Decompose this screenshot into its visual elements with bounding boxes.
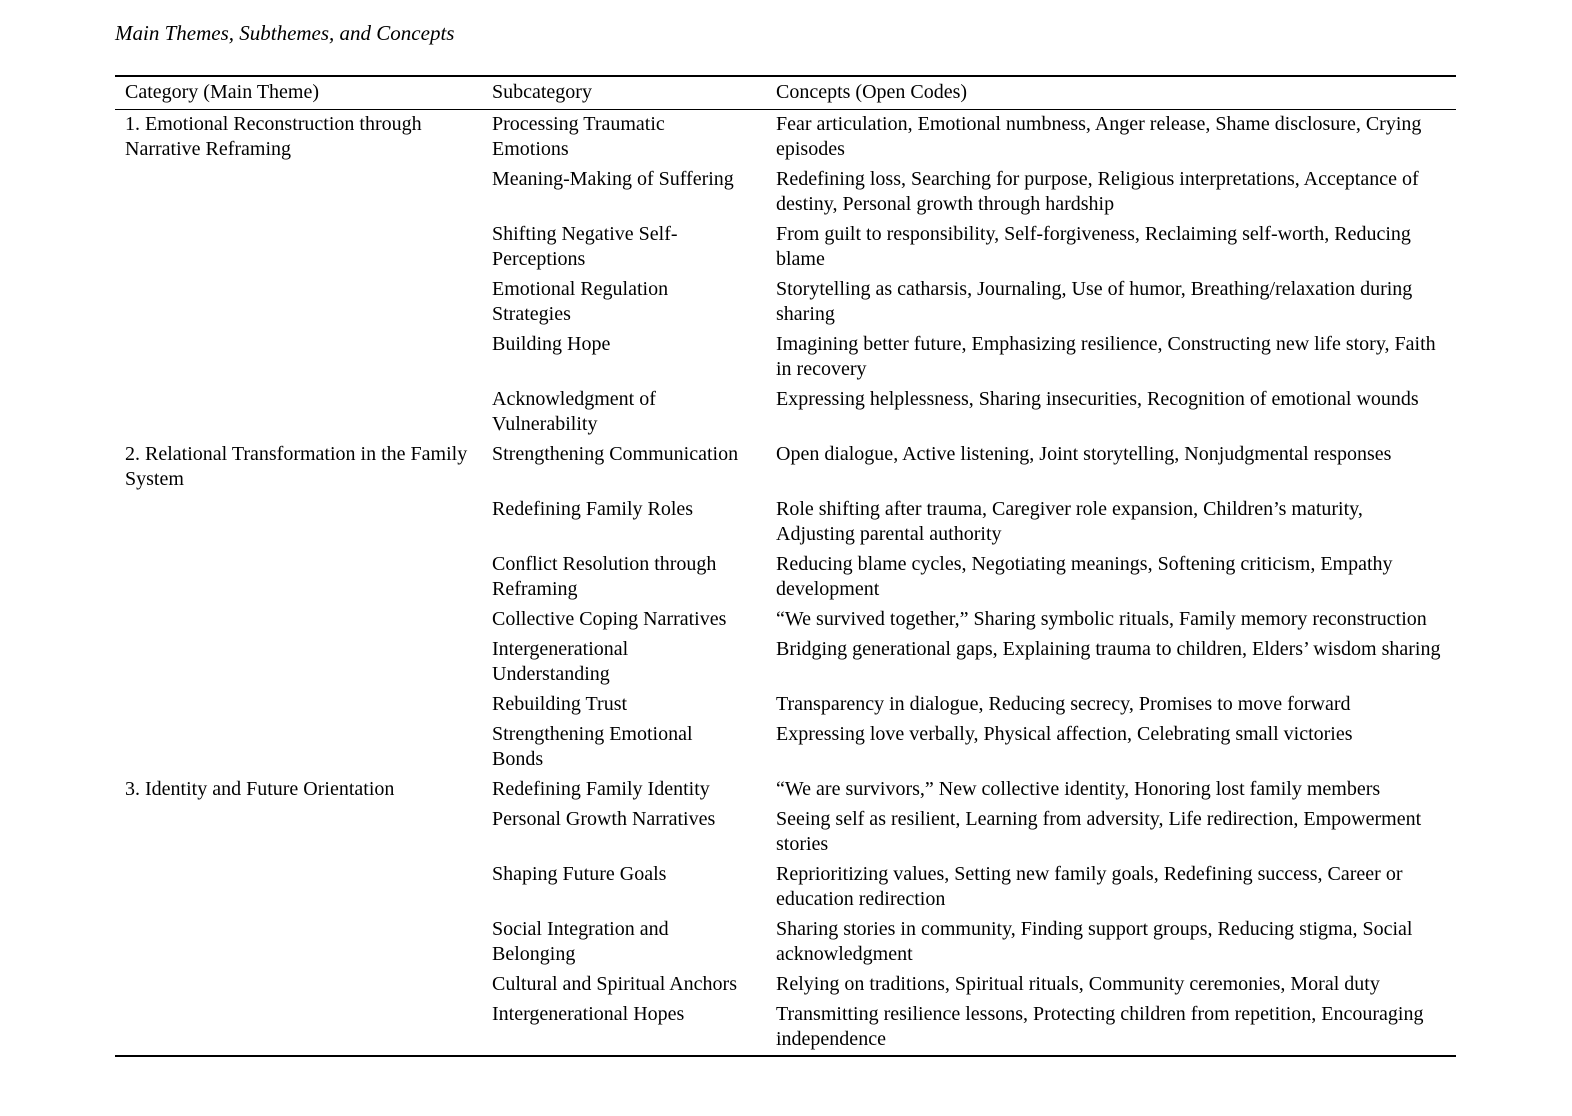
table-row — [115, 970, 1456, 1000]
concepts-cell: Seeing self as resilient, Learning from adversity, Life redirection, Empowerment stories — [776, 808, 1422, 855]
category-cell — [115, 330, 492, 385]
category-cell — [115, 385, 492, 440]
category-cell: 1. Emotional Reconstruction through Narrative Reframing — [125, 113, 422, 160]
table-row — [115, 385, 1456, 440]
concepts-cell: From guilt to responsibility, Self-forgiveness, Reclaiming self-worth, Reducing blame — [776, 223, 1411, 270]
subcategory-cell: Shifting Negative Self-Perceptions — [492, 223, 678, 270]
concepts-cell: Fear articulation, Emotional numbness, Anger release, Shame disclosure, Crying episodes — [776, 113, 1422, 160]
table-body — [115, 110, 1456, 1057]
category-cell — [115, 915, 492, 970]
subcategory-cell: Social Integration and Belonging — [492, 918, 669, 965]
subcategory-cell: Collective Coping Narratives — [492, 608, 727, 630]
subcategory-cell: Personal Growth Narratives — [492, 808, 716, 830]
subcategory-cell: Rebuilding Trust — [492, 693, 628, 715]
column-header-subcategory: Subcategory — [492, 76, 776, 110]
table-title: Main Themes, Subthemes, and Concepts — [115, 21, 455, 45]
category-cell — [115, 275, 492, 330]
table-row — [115, 495, 1456, 550]
subcategory-cell: Redefining Family Identity — [492, 778, 710, 800]
table-row — [115, 720, 1456, 775]
subcategory-cell: Conflict Resolution through Reframing — [492, 553, 717, 600]
concepts-cell: Sharing stories in community, Finding support groups, Reducing stigma, Social acknowledgment — [776, 918, 1413, 965]
subcategory-cell: Intergenerational Understanding — [492, 638, 629, 685]
category-cell — [115, 220, 492, 275]
column-header-concepts: Concepts (Open Codes) — [776, 76, 1456, 110]
category-cell: 3. Identity and Future Orientation — [125, 778, 395, 800]
table-header-row — [115, 76, 1456, 110]
concepts-cell: Reducing blame cycles, Negotiating meanings, Softening criticism, Empathy development — [776, 553, 1393, 600]
table-row — [115, 915, 1456, 970]
table-row — [115, 805, 1456, 860]
table-row — [115, 860, 1456, 915]
table-row — [115, 605, 1456, 635]
table-row — [115, 635, 1456, 690]
table-row — [115, 220, 1456, 275]
table-row — [115, 690, 1456, 720]
category-cell: 2. Relational Transformation in the Family System — [125, 443, 468, 490]
table-row — [115, 550, 1456, 605]
category-cell — [115, 550, 492, 605]
category-cell — [115, 860, 492, 915]
concepts-cell: Storytelling as catharsis, Journaling, Use of humor, Breathing/relaxation during sharing — [776, 278, 1413, 325]
table-row — [115, 1000, 1456, 1056]
category-cell — [115, 720, 492, 775]
subcategory-cell: Emotional Regulation Strategies — [492, 278, 669, 325]
subcategory-cell: Meaning-Making of Suffering — [492, 168, 734, 190]
themes-table — [115, 75, 1456, 1057]
table-row — [115, 275, 1456, 330]
column-header-category: Category (Main Theme) — [115, 76, 492, 110]
table-row — [115, 110, 1456, 166]
concepts-cell: “We survived together,” Sharing symbolic rituals, Family memory reconstruction — [776, 608, 1427, 630]
concepts-cell: Relying on traditions, Spiritual rituals, Community ceremonies, Moral duty — [776, 973, 1380, 995]
category-cell — [115, 805, 492, 860]
subcategory-cell: Redefining Family Roles — [492, 498, 694, 520]
subcategory-cell: Strengthening Emotional Bonds — [492, 723, 693, 770]
category-cell — [115, 690, 492, 720]
concepts-cell: Imagining better future, Emphasizing resilience, Constructing new life story, Faith in recovery — [776, 333, 1436, 380]
concepts-cell: Open dialogue, Active listening, Joint storytelling, Nonjudgmental responses — [776, 443, 1392, 465]
category-cell — [115, 165, 492, 220]
table-row — [115, 330, 1456, 385]
concepts-cell: Reprioritizing values, Setting new family goals, Redefining success, Career or education redirection — [776, 863, 1403, 910]
concepts-cell: Redefining loss, Searching for purpose, Religious interpretations, Acceptance of destiny, Personal growth through hardship — [776, 168, 1419, 215]
concepts-cell: “We are survivors,” New collective identity, Honoring lost family members — [776, 778, 1381, 800]
category-cell — [115, 635, 492, 690]
category-cell — [115, 605, 492, 635]
subcategory-cell: Shaping Future Goals — [492, 863, 667, 885]
table-row — [115, 775, 1456, 805]
subcategory-cell: Building Hope — [492, 333, 611, 355]
subcategory-cell: Processing Traumatic Emotions — [492, 113, 665, 160]
subcategory-cell: Intergenerational Hopes — [492, 1003, 685, 1025]
concepts-cell: Expressing love verbally, Physical affection, Celebrating small victories — [776, 723, 1353, 745]
concepts-cell: Expressing helplessness, Sharing insecurities, Recognition of emotional wounds — [776, 388, 1419, 410]
concepts-cell: Bridging generational gaps, Explaining trauma to children, Elders’ wisdom sharing — [776, 638, 1441, 660]
concepts-cell: Transparency in dialogue, Reducing secrecy, Promises to move forward — [776, 693, 1351, 715]
category-cell — [115, 970, 492, 1000]
subcategory-cell: Strengthening Communication — [492, 443, 739, 465]
category-cell — [115, 495, 492, 550]
table-row — [115, 165, 1456, 220]
concepts-cell: Role shifting after trauma, Caregiver role expansion, Children’s maturity, Adjusting parental authority — [776, 498, 1363, 545]
subcategory-cell: Acknowledgment of Vulnerability — [492, 388, 656, 435]
table-row — [115, 440, 1456, 495]
subcategory-cell: Cultural and Spiritual Anchors — [492, 973, 737, 995]
concepts-cell: Transmitting resilience lessons, Protecting children from repetition, Encouraging independence — [776, 1003, 1424, 1050]
category-cell — [115, 1000, 492, 1056]
